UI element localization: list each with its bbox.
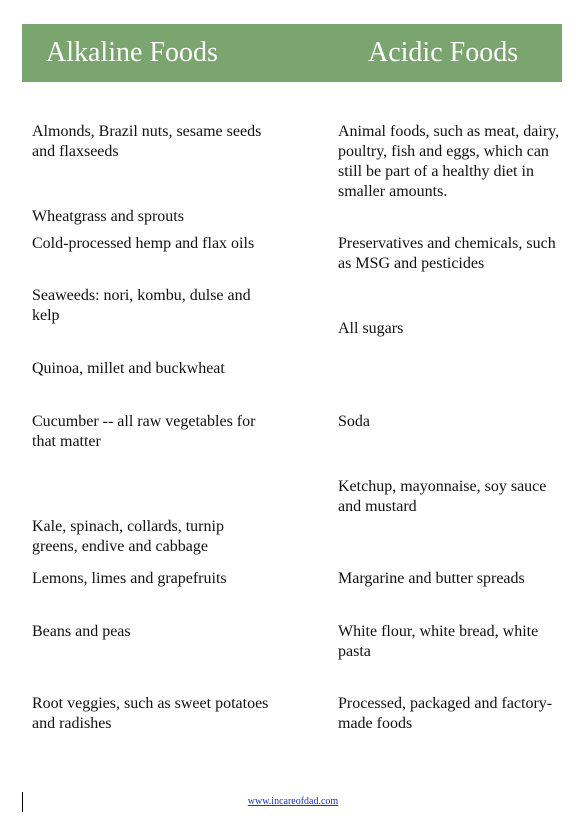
table-header — [22, 24, 562, 82]
acidic-item: Margarine and butter spreads — [338, 570, 525, 587]
footer-website-link[interactable]: www.incareofdad.com — [247, 796, 339, 807]
alkaline-item: Wheatgrass and sprouts — [32, 208, 184, 225]
alkaline-item: Cucumber -- all raw vegetables for that matter — [32, 413, 256, 450]
alkaline-foods-heading: Alkaline Foods — [46, 37, 218, 68]
acidic-item: Animal foods, such as meat, dairy, poultry, fish and eggs, which can still be part of a healthy diet in smaller amounts. — [338, 123, 560, 200]
alkaline-item: Lemons, limes and grapefruits — [32, 570, 227, 587]
acidic-item: Soda — [338, 413, 370, 430]
alkaline-item: Quinoa, millet and buckwheat — [32, 360, 225, 377]
acidic-item: White flour, white bread, white pasta — [338, 623, 539, 660]
alkaline-item: Cold-processed hemp and flax oils — [32, 235, 255, 252]
acidic-item: Processed, packaged and factory-made foods — [338, 695, 553, 732]
alkaline-item: Root veggies, such as sweet potatoes and radishes — [32, 695, 269, 732]
alkaline-item: Almonds, Brazil nuts, sesame seeds and flaxseeds — [32, 123, 262, 160]
acidic-item: Ketchup, mayonnaise, soy sauce and mustard — [338, 478, 547, 515]
alkaline-item: Seaweeds: nori, kombu, dulse and kelp — [32, 287, 251, 324]
alkaline-item: Kale, spinach, collards, turnip greens, endive and cabbage — [32, 518, 224, 555]
acidic-item: Preservatives and chemicals, such as MSG and pesticides — [338, 235, 556, 272]
acidic-item: All sugars — [338, 320, 404, 337]
acidic-foods-heading: Acidic Foods — [368, 37, 519, 68]
alkaline-item: Beans and peas — [32, 623, 131, 640]
